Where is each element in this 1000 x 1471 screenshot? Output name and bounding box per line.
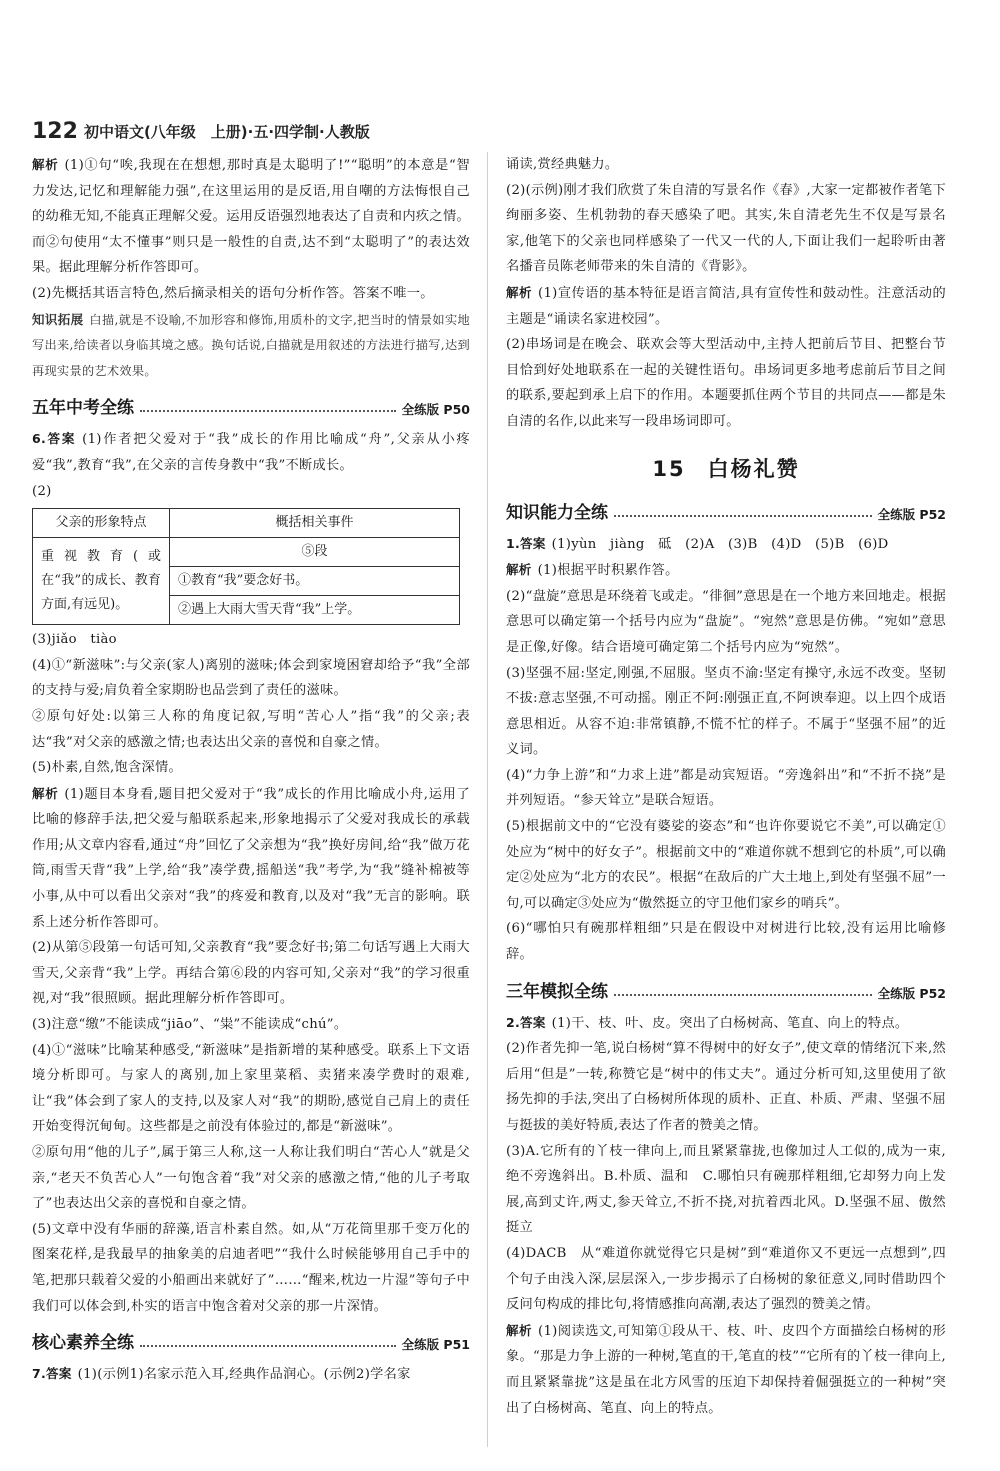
page-header bbox=[32, 118, 972, 144]
table-cell: 重视教育(或在“我”的成长、教育方面,有远见)。 bbox=[33, 538, 170, 625]
section-heading-knowledge: 知识能力全练 全练版 P52 bbox=[506, 502, 946, 523]
paragraph: 诵读,赏经典魅力。 bbox=[506, 157, 619, 172]
answer-label: 7.答案 bbox=[32, 1366, 72, 1382]
paragraph: (2)(示例)刚才我们欣赏了朱自清的写景名作《春》,大家一定都被作者笔下绚丽多姿、生机勃勃的春天感染了吧。其实,朱自清老先生不仅是写景名家,他笔下的父亲也同样感染了一代又一代的人,下面让我们一起聆听由著名播音员陈老师带来的朱自清的《背影》。 bbox=[506, 182, 946, 275]
paragraph: 解析 (1)①句“唉,我现在在想想,那时真是太聪明了!”“聪明”的本意是“智力发达,记忆和理解能力强”,在这里运用的是反语,用自嘲的方法悔恨自己的幼稚无知,不能真正理解父爱。运用反语强烈地表达了自责和内疚之情。而②句使用“太不懂事”则只是一般性的自责,达不到“太聪明了”的表达效果。据此理解分析作答即可。 bbox=[32, 157, 470, 276]
paragraph: (3)注意“缴”不能读成“jiāo”、“粜”不能读成“chú”。 bbox=[32, 1017, 348, 1033]
paragraph: 解析 (1)根据平时积累作答。 bbox=[506, 562, 679, 579]
section-heading-core-literacy: 核心素养全练 全练版 P51 bbox=[32, 1333, 470, 1354]
father-traits-table bbox=[32, 508, 460, 625]
paragraph: (5)朴素,自然,饱含深情。 bbox=[32, 760, 182, 776]
analysis-label: 解析 bbox=[506, 284, 533, 300]
paragraph: (4)DACB 从“难道你就觉得它只是树”到“难道你又不更远一点想到”,四个句子由浅入深,层层深入,一步步揭示了白杨树的象征意义,同时借助四个反问句构成的排比句,将情感推向高潮,表达了强烈的赞美之情。 bbox=[506, 1245, 946, 1313]
lesson-name: 白杨礼赞 bbox=[707, 456, 800, 481]
knowledge-label: 知识拓展 bbox=[32, 311, 84, 327]
table-cell: ⑤段 bbox=[170, 538, 460, 567]
paragraph: (4)①“滋味”比喻某种感受,“新滋味”是指新增的某种感受。联系上下文语境分析即可。与家人的离别,加上家里菜稻、卖猪来凑学费时的艰难,让“我”体会到了家人的支持,以及家人对“我”的期盼,感觉自己肩上的责任开始变得沉甸甸。这些都是之前没有体验过的,都是“新滋味”。 bbox=[32, 1042, 470, 1135]
book-title: 初中语文(八年级 上册)·五·四学制·人教版 bbox=[83, 122, 370, 141]
paragraph: (2)串场词是在晚会、联欢会等大型活动中,主持人把前后节目、把整台节目恰到好处地联系在一起的关键性语句。串场词更多地考虑前后节目之间的联系,要起到承上启下的作用。本题要抓住两个节目的共同点——都是朱自清的名作,以此来写一段串场词即可。 bbox=[506, 337, 946, 429]
answer-label: 1.答案 bbox=[506, 535, 546, 551]
page-number: 122 bbox=[32, 118, 78, 144]
analysis-label: 解析 bbox=[32, 785, 59, 801]
lesson-number: 15 bbox=[652, 456, 686, 481]
knowledge-extension: 知识拓展 白描,就是不设喻,不加形容和修饰,用质朴的文字,把当时的情景如实地写出来,给读者以身临其境之感。换句话说,白描就是用叙述的方法进行描写,达到再现实景的艺术效果。 bbox=[32, 311, 470, 378]
paragraph: (6)“哪怕只有碗那样粗细”只是在假设中对树进行比较,没有运用比喻修辞。 bbox=[506, 921, 946, 963]
section-heading-five-year: 五年中考全练 全练版 P50 bbox=[32, 398, 470, 419]
paragraph: (2)从第⑤段第一句话可知,父亲教育“我”要念好书;第二句话写遇上大雨大雪天,父亲背“我”上学。再结合第⑥段的内容可知,父亲对“我”的学习很重视,对“我”很照顾。据此理解分析作答即可。 bbox=[32, 940, 470, 1007]
paragraph: 解析 (1)阅读选文,可知第①段从干、枝、叶、皮四个方面描绘白杨树的形象。“那是力争上游的一种树,笔直的干,笔直的枝”“它所有的丫枝一律向上,而且紧紧靠拢”这是虽在北方风雪的压迫下却保持着倔强挺立的一种树”突出了白杨树高、笔直、向上的特点。 bbox=[506, 1322, 946, 1416]
table-cell: ①教育“我”要念好书。 bbox=[170, 567, 460, 596]
right-column bbox=[506, 152, 946, 1452]
left-column bbox=[32, 152, 470, 1452]
column-divider bbox=[487, 152, 488, 1447]
answer-2: 2.答案 (1)干、枝、叶、皮。突出了白杨树高、笔直、向上的特点。 bbox=[506, 1014, 909, 1031]
paragraph: (3)A.它所有的丫枝一律向上,而且紧紧靠拢,也像加过人工似的,成为一束,绝不旁逸斜出。B.朴质、温和 C.哪怕只有碗那样粗细,它却努力向上发展,高到丈许,两丈,参天耸立,不折不挠,对抗着西北风。D.坚强不屈、傲然挺立 bbox=[506, 1143, 946, 1236]
paragraph: (5)根据前文中的“它没有婆娑的姿态”和“也许你要说它不美”,可以确定①处应为“树中的好女子”。根据前文中的“难道你就不想到它的朴质”,可以确定②处应为“北方的农民”。根据“在敌后的广大土地上,到处有坚强不屈”一句,可以确定③处应为“傲然挺立的守卫他们家乡的哨兵”。 bbox=[506, 819, 946, 911]
lesson-title bbox=[506, 453, 946, 483]
paragraph: 解析 (1)宣传语的基本特征是语言简洁,具有宣传性和鼓动性。注意活动的主题是“诵读名家进校园”。 bbox=[506, 284, 946, 327]
analysis-label: 解析 bbox=[506, 562, 532, 578]
paragraph: (2) bbox=[32, 483, 52, 499]
paragraph: (2)先概括其语言特色,然后摘录相关的语句分析作答。答案不唯一。 bbox=[32, 285, 434, 301]
answer-label: 2.答案 bbox=[506, 1014, 546, 1030]
paragraph: ②原句好处:以第三人称的角度记叙,写明“苦心人”指“我”的父亲;表达“我”对父亲的感激之情;也表达出父亲的喜悦和自豪之情。 bbox=[32, 708, 470, 750]
paragraph: (5)文章中没有华丽的辞藻,语言朴素自然。如,从“万花筒里那千变万化的图案花样,是我最早的抽象美的启迪者吧”“我什么时候能够用自己手中的笔,把那只载着父爱的小船画出来就好了”……“醒来,枕边一片湿”等句子中我们可以体会到,朴实的语言中饱含着对父亲的那一片深情。 bbox=[32, 1221, 470, 1314]
table-header: 概括相关事件 bbox=[170, 509, 460, 538]
answer-1: 1.答案 (1)yùn jiàng 砥 (2)A (3)B (4)D (5)B (6)D bbox=[506, 535, 889, 552]
paragraph: (4)①“新滋味”:与父亲(家人)离别的滋味;体会到家境困窘却给予“我”全部的支持与爱;肩负着全家期盼也品尝到了责任的滋味。 bbox=[32, 657, 470, 699]
analysis-label: 解析 bbox=[506, 1322, 533, 1338]
section-heading-three-year: 三年模拟全练 全练版 P52 bbox=[506, 981, 946, 1002]
paragraph: 解析 (1)题目本身看,题目把父爱对于“我”成长的作用比喻成小舟,运用了比喻的修辞手法,把父爱与船联系起来,形象地揭示了父爱对我成长的承载作用;从文章内容看,通过“舟”回忆了父亲想为“我”换好房间,给“我”做万花筒,雨雪天背“我”上学,给“我”凑学费,摇船送“我”考学,为“我”缝补棉被等小事,从中可以看出父亲对“我”的疼爱和教育,以及对“我”无言的影响。联系上述分析作答即可。 bbox=[32, 785, 470, 930]
paragraph: (2)“盘旋”意思是环绕着飞或走。“徘徊”意思是在一个地方来回地走。根据意思可以确定第一个括号内应为“盘旋”。“宛然”意思是仿佛。“宛如”意思是正像,好像。结合语境可确定第二个括号内应为“宛然”。 bbox=[506, 588, 946, 655]
answer-label: 6.答案 bbox=[32, 431, 77, 447]
answer-7: 7.答案 (1)(示例1)名家示范入耳,经典作品润心。(示例2)学名家 bbox=[32, 1366, 411, 1383]
table-cell: ②遇上大雨大雪天背“我”上学。 bbox=[170, 596, 460, 625]
paragraph: (3)jiǎo tiào bbox=[32, 632, 117, 648]
paragraph: (4)“力争上游”和“力求上进”都是动宾短语。“旁逸斜出”和“不折不挠”是并列短语。“参天耸立”是联合短语。 bbox=[506, 767, 946, 809]
paragraph: (3)坚强不屈:坚定,刚强,不屈服。坚贞不渝:坚定有操守,永远不改变。坚韧不拔:意志坚强,不可动摇。刚正不阿:刚强正直,不阿谀奉迎。以上四个成语意思相近。从容不迫:非常镇静,不慌不忙的样子。不属于“坚强不屈”的近义词。 bbox=[506, 665, 946, 758]
paragraph: (2)作者先抑一笔,说白杨树“算不得树中的好女子”,使文章的情绪沉下来,然后用“但是”一转,称赞它是“树中的伟丈夫”。通过分析可知,这里使用了欲扬先抑的手法,突出了白杨树所体现的质朴、正直、朴质、严肃、坚强不屈与挺拔的美好特质,表达了作者的赞美之情。 bbox=[506, 1041, 946, 1133]
analysis-label: 解析 bbox=[32, 157, 59, 172]
answer-6: 6.答案 (1)作者把父爱对于“我”成长的作用比喻成“舟”,父亲从小疼爱“我”,教育“我”,在父亲的言传身教中“我”不断成长。 bbox=[32, 431, 470, 473]
table-header: 父亲的形象特点 bbox=[33, 509, 170, 538]
paragraph: ②原句用“他的儿子”,属于第三人称,这一人称让我们明白“苦心人”就是父亲,“老天不负苦心人”一句饱含着“我”对父亲的感激之情,“他的儿子考取了”也表达出父亲的喜悦和自豪之情。 bbox=[32, 1145, 470, 1212]
